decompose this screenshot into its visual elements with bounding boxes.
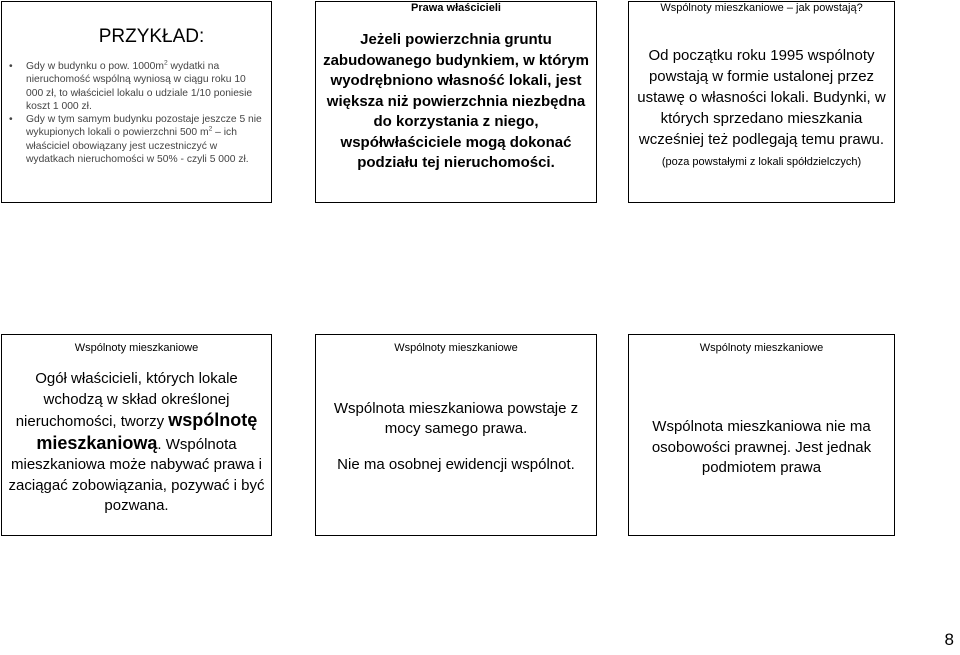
- slide-title: Wspólnoty mieszkaniowe: [394, 342, 518, 354]
- superscript: 2: [208, 126, 213, 134]
- slide-paragraph: Wspólnota mieszkaniowa powstaje z mocy samego prawa.: [333, 400, 579, 437]
- slide-title: Prawa właścicieli: [411, 2, 501, 14]
- slide-how-formed: [628, 1, 895, 203]
- slide-community-definition: [1, 334, 272, 536]
- superscript: 2: [163, 59, 168, 67]
- slide-legal-status: [628, 334, 895, 536]
- slide-body: Wspólnota mieszkaniowa nie ma osobowości prawnej. Jest jednak podmiotem prawa: [651, 418, 872, 476]
- bullet-text: – ich właściciel obowiązany jest uczestniczyć w wydatkach nieruchomości w 50% - czyli 5 000 zł.: [26, 127, 249, 166]
- bullet-item: [26, 60, 263, 113]
- slide-title: Wspólnoty mieszkaniowe: [699, 342, 824, 354]
- slide-example: [1, 1, 272, 203]
- emphasized-term: wspólnotę mieszkaniową: [36, 410, 258, 453]
- bullet-text: Gdy w budynku o pow. 1000m: [26, 61, 164, 72]
- slide-body: [316, 399, 596, 475]
- slide-community-origin: [315, 334, 597, 536]
- slide-title: PRZYKŁAD:: [98, 26, 205, 47]
- bullet-list: [2, 60, 271, 166]
- bullet-text: Gdy w tym samym budynku pozostaje jeszcze 5 nie wykupionych lokali o powierzchni 500 m: [26, 114, 262, 139]
- bullet-item: [26, 113, 263, 166]
- slide-note: (poza powstałymi z lokali spółdzielczych): [661, 156, 862, 168]
- bullet-text: wydatki na nieruchomość wspólną wyniosą w ciągu roku 10 000 zł, to właściciel lokalu o udziale 1/10 poniesie koszt 1 000 zł.: [26, 61, 253, 112]
- slide-paragraph: Nie ma osobnej ewidencji wspólnot.: [337, 456, 575, 473]
- slide-owner-rights: [315, 1, 597, 203]
- slide-title: Wspólnoty mieszkaniowe: [74, 342, 199, 354]
- slide-body-text: . Wspólnota mieszkaniowa może nabywać prawa i zaciągać zobowiązania, pozywać i być pozwana.: [8, 435, 265, 514]
- slide-body: Jeżeli powierzchnia gruntu zabudowanego budynkiem, w którym wyodrębniono własność lokali, jest większa niż powierzchnia niezbędna do korzystania z niego, współwłaściciele mogą dokonać podziału tej nieruchomości.: [323, 31, 589, 171]
- slide-body: [2, 369, 271, 517]
- slide-body-text: Ogół właścicieli, których lokale wchodzą w skład określonej nieruchomości, tworzy: [15, 370, 238, 430]
- page-number: 8: [944, 630, 954, 649]
- slide-body-text: Od początku roku 1995 wspólnoty powstają w formie ustalonej przez ustawę o własności lokali. Budynki, w których sprzedano mieszkania wcześniej też podlegają temu prawu.: [637, 47, 886, 148]
- slide-title: Wspólnoty mieszkaniowe – jak powstają?: [660, 2, 863, 14]
- slide-body: [629, 45, 894, 171]
